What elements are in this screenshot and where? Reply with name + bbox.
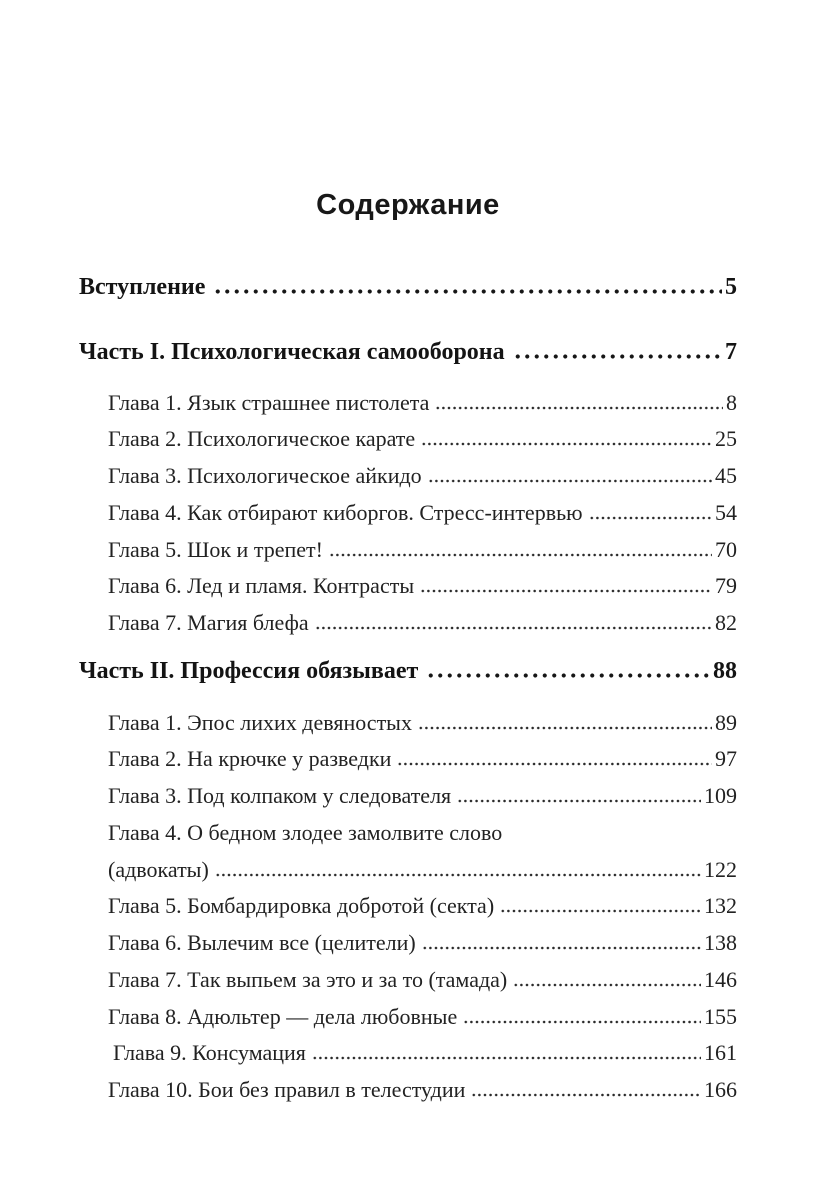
toc-entry-label: Глава 7. Так выпьем за это и за то (тамада) <box>108 966 508 992</box>
toc-entry-label: Глава 4. О бедном злодее замолвите слово <box>108 819 503 845</box>
dot-leader <box>463 1020 701 1024</box>
dot-leader <box>418 726 712 730</box>
toc-entry-line2 <box>79 852 737 889</box>
toc-entry <box>79 705 737 742</box>
toc-entry-label: Глава 6. Вылечим все (целители) <box>108 930 416 955</box>
toc-entry-page: 82 <box>715 610 737 635</box>
toc-entry-page: 97 <box>715 746 737 772</box>
toc-entry <box>79 925 737 962</box>
toc-entry-page: 166 <box>704 1077 737 1102</box>
toc-entry-page: 138 <box>704 930 737 955</box>
page-title: Содержание <box>316 189 500 221</box>
toc-entry <box>79 888 737 925</box>
toc-entry-part1 <box>79 334 737 371</box>
toc-entry-intro <box>79 269 737 306</box>
dot-leader <box>435 406 723 410</box>
toc-entry-page: 7 <box>725 338 737 365</box>
dot-leader <box>426 673 710 678</box>
toc-entry-page: 8 <box>726 389 737 415</box>
toc-entry-label: Глава 7. Магия блефа <box>108 610 309 635</box>
dot-leader <box>213 289 722 294</box>
toc-entry-label: Глава 1. Язык страшнее пистолета <box>108 389 430 415</box>
toc-entry-label: Часть I. Психологическая самооборона <box>79 338 505 365</box>
toc-entry <box>79 532 737 569</box>
toc-entry-label: Вступление <box>79 274 206 300</box>
toc-entry-label: Глава 6. Лед и пламя. Контрасты <box>108 573 415 599</box>
toc-entry-page: 70 <box>715 536 737 562</box>
toc-entry-page: 88 <box>713 657 737 684</box>
toc-entry <box>79 999 737 1036</box>
toc-entry-page: 79 <box>715 573 737 599</box>
dot-leader <box>312 1056 701 1060</box>
toc-entry-page: 146 <box>704 966 737 992</box>
toc-entry-label: Глава 5. Шок и трепет! <box>108 536 323 562</box>
toc-entry-label: Глава 1. Эпос лихих девяностых <box>108 709 412 735</box>
toc-entry-label: Глава 3. Под колпаком у следователя <box>108 783 452 808</box>
toc-entry-label: Глава 9. Консумация <box>113 1040 306 1066</box>
toc-entry <box>79 605 737 642</box>
toc-entry-page: 45 <box>715 463 737 488</box>
toc-entry-label: Глава 10. Бои без правил в телестудии <box>108 1077 466 1102</box>
toc-entry <box>79 495 737 532</box>
toc-entry-line1 <box>79 815 737 852</box>
table-of-contents <box>79 0 737 1109</box>
toc-entry <box>79 458 737 495</box>
toc-entry-label: Глава 5. Бомбардировка добротой (секта) <box>108 893 495 919</box>
dot-leader <box>215 873 701 877</box>
dot-leader <box>420 589 712 593</box>
toc-entry-page: 25 <box>715 426 737 452</box>
dot-leader <box>422 946 701 950</box>
toc-entry-page: 122 <box>704 856 737 882</box>
dot-leader <box>315 626 712 630</box>
dot-leader <box>513 354 722 359</box>
toc-entry-label: Глава 2. Психологическое карате <box>108 426 416 452</box>
toc-entry <box>79 1035 737 1072</box>
toc-entry <box>79 1072 737 1109</box>
toc-entry-page: 5 <box>725 274 737 300</box>
toc-entry <box>79 385 737 422</box>
toc-entry-page: 132 <box>704 893 737 919</box>
toc-entry <box>79 421 737 458</box>
toc-entry-label: Глава 8. Адюльтер — дела любовные <box>108 1003 458 1029</box>
dot-leader <box>513 983 701 987</box>
toc-entry-part2 <box>79 653 737 690</box>
toc-entry <box>79 778 737 815</box>
toc-entry-label: (адвокаты) <box>108 856 209 882</box>
dot-leader <box>397 762 712 766</box>
toc-entry-page: 109 <box>704 783 737 808</box>
toc-entry-page: 89 <box>715 709 737 735</box>
toc-entry-page: 161 <box>704 1040 737 1066</box>
dot-leader <box>329 553 712 557</box>
toc-entry <box>79 568 737 605</box>
toc-entry-label: Глава 2. На крючке у разведки <box>108 746 392 772</box>
toc-entry-label: Глава 4. Как отбирают киборгов. Стресс-интервью <box>108 499 583 525</box>
toc-entry <box>79 741 737 778</box>
dot-leader <box>421 442 712 446</box>
toc-entry-label: Глава 3. Психологическое айкидо <box>108 463 422 488</box>
dot-leader <box>471 1093 701 1097</box>
toc-entry <box>79 962 737 999</box>
dot-leader <box>457 799 701 803</box>
toc-entry-page: 155 <box>704 1003 737 1029</box>
dot-leader <box>428 479 712 483</box>
toc-entry-page: 54 <box>715 499 737 525</box>
toc-entry-label: Часть II. Профессия обязывает <box>79 657 419 684</box>
dot-leader <box>589 516 712 520</box>
dot-leader <box>500 909 701 913</box>
